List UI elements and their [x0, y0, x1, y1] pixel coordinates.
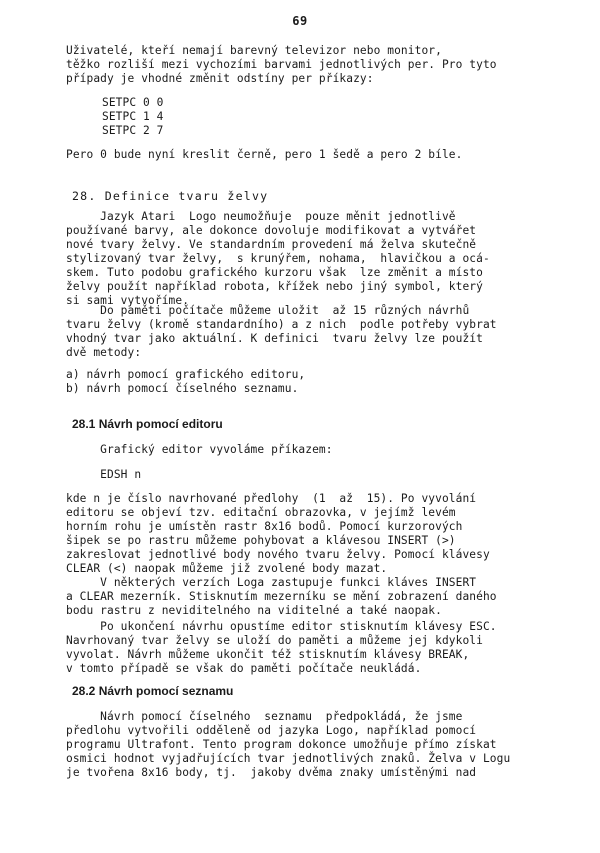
editor-intro: Grafický editor vyvoláme příkazem:: [66, 443, 333, 456]
methods-list: a) návrh pomocí grafického editoru, b) návrh pomocí číselného seznamu.: [66, 368, 306, 395]
command-list: SETPC 0 0 SETPC 1 4 SETPC 2 7: [102, 96, 164, 137]
section-28-paragraph-2: Do paměti počítače můžeme uložit až 15 různých návrhů tvaru želvy (kromě standardního) a z nich podle potřeby vybrat vhodný tvar jako aktuální. K definici tvaru želvy lze použít dvě metody:: [66, 304, 497, 359]
editor-paragraph-3: Po ukončení návrhu opustíme editor stisknutím klávesy ESC. Navrhovaný tvar želvy se uloží do paměti a můžeme jej kdykoli vyvolat. Návrh můžeme ukončit též stisknutím klávesy BREAK, v tomto případě se však do paměti počítače neukládá.: [66, 620, 497, 675]
list-paragraph-1: Návrh pomocí číselného seznamu předpokládá, že jsme předlohu vytvořili odděleně od jazyka Logo, například pomocí programu Ultrafont. Tento program dokonce umožňuje přímo získat osmici hodnot vyjadřujících tvar jednotlivých znaků. Želva v Logu je tvořena 8x16 body, tj. jakoby dvěma znaky umístěnými nad: [66, 710, 511, 779]
section-28-1-heading: 28.1 Návrh pomocí editoru: [72, 417, 223, 431]
edsh-command: EDSH n: [66, 468, 142, 481]
intro-paragraph: Uživatelé, kteří nemají barevný televizor nebo monitor, těžko rozliší mezi vychozími barvami jednotlivých per. Pro tyto případy je vhodné změnit odstíny per příkazy:: [66, 44, 497, 85]
editor-paragraph-1: kde n je číslo navrhované předlohy (1 až 15). Po vyvolání editoru se objeví tzv. editační obrazovka, v jejímž levém horním rohu je umístěn rastr 8x16 bodů. Pomocí kurzorových šipek se po rastru můžeme pohybovat a klávesou INSERT (>) zakreslovat jednotlivé body nového tvaru želvy. Pomocí klávesy CLEAR (<) naopak můžeme již zvolené body mazat.: [66, 492, 490, 575]
section-28-heading: 28. Definice tvaru želvy: [72, 189, 269, 203]
pen-note: Pero 0 bude nyní kreslit černě, pero 1 šedě a pero 2 bíle.: [66, 148, 463, 161]
editor-paragraph-2: V některých verzích Loga zastupuje funkci kláves INSERT a CLEAR mezerník. Stisknutím mezerníku se mění zobrazení daného bodu rastru z neviditelného na viditelné a také naopak.: [66, 576, 497, 617]
section-28-2-heading: 28.2 Návrh pomocí seznamu: [72, 684, 234, 698]
section-28-paragraph-1: Jazyk Atari Logo neumožňuje pouze měnit jednotlivě používané barvy, ale dokonce dovoluje modifikovat a vytvářet nové tvary želvy. Ve standardním provedení má želva skutečně stylizovaný tvar želvy, s krunýřem, nohama, hlavičkou a ocá- skem. Tuto podobu grafického kurzoru však lze změnit a místo želvy použít například robota, křížek nebo jiný symbol, který si sami vytvoříme.: [66, 210, 490, 307]
page-number: 69: [292, 14, 308, 28]
